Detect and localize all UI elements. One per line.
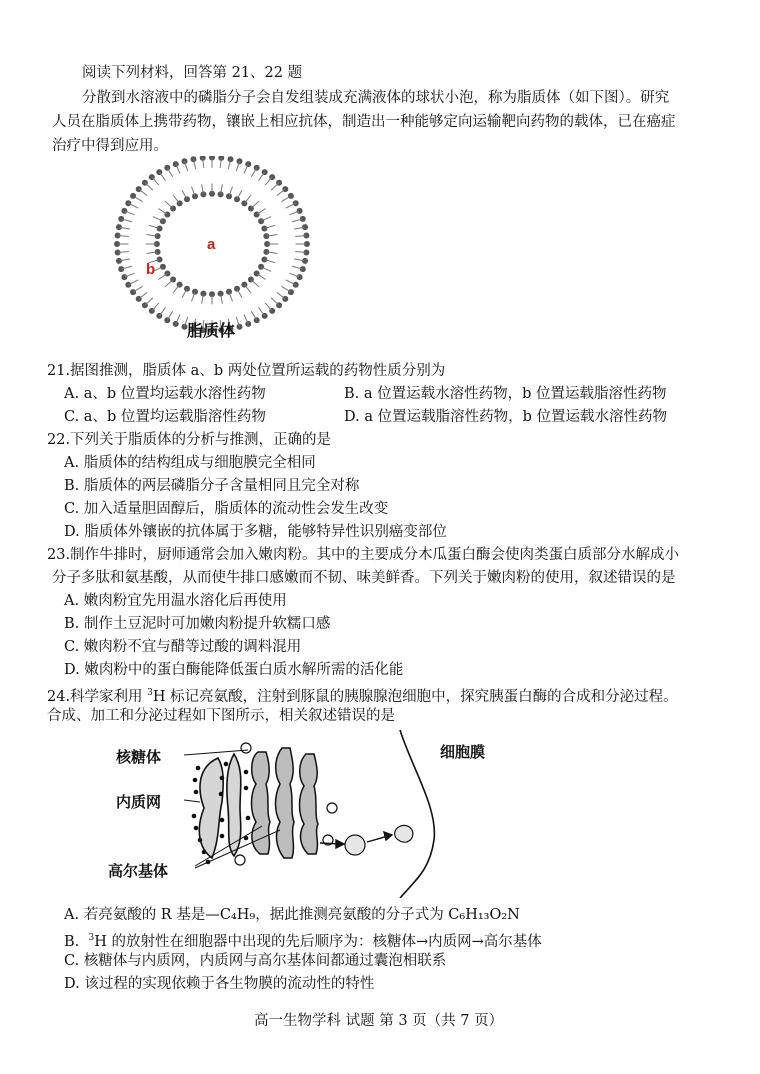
liposome-figure <box>112 156 312 336</box>
label-ribosome: 核糖体 <box>116 748 162 766</box>
q23-option-c: C. 嫩肉粉不宜与醋等过酸的调料混用 <box>64 639 302 655</box>
q22-option-c: C. 加入适量胆固醇后，脂质体的流动性会发生改变 <box>64 501 389 517</box>
intro-paragraph-line3: 治疗中得到应用。 <box>52 138 168 154</box>
q22-option-b: B. 脂质体的两层磷脂分子含量相同且完全对称 <box>64 478 360 494</box>
q24-option-b <box>64 928 542 952</box>
q23-option-b: B. 制作土豆泥时可加嫩肉粉提升软糯口感 <box>64 616 331 632</box>
q24-stem-line1 <box>47 683 678 707</box>
q21-option-b: B. a 位置运载水溶性药物，b 位置运载脂溶性药物 <box>344 386 667 402</box>
q22-option-d: D. 脂质体外镶嵌的抗体属于多糖，能够特异性识别癌变部位 <box>64 524 447 540</box>
intro-paragraph-line1: 分散到水溶液中的磷脂分子会自发组装成充满液体的球状小泡，称为脂质体（如下图）。研究 <box>82 90 670 106</box>
q21-option-c: C. a、b 位置均运载脂溶性药物 <box>64 409 266 425</box>
q22-stem: 22.下列关于脂质体的分析与推测，正确的是 <box>47 432 332 448</box>
label-golgi: 高尔基体 <box>108 862 169 880</box>
label-b: b <box>146 261 156 278</box>
label-a: a <box>207 236 216 253</box>
q24-option-b-prefix: B. <box>64 933 89 950</box>
q24-option-b-text: H 的放射性在细胞器中出现的先后顺序为：核糖体→内质网→高尔基体 <box>94 933 542 950</box>
q24-stem-line2: 合成、加工和分泌过程如下图所示，相关叙述错误的是 <box>47 708 395 724</box>
reading-instruction: 阅读下列材料，回答第 21、22 题 <box>82 65 303 81</box>
q21-option-d: D. a 位置运载脂溶性药物，b 位置运载水溶性药物 <box>344 409 667 425</box>
liposome-caption: 脂质体 <box>187 321 236 340</box>
cell-membrane-line <box>400 730 434 898</box>
q24-stem-part2: H 标记亮氨酸，注射到豚鼠的胰腺腺泡细胞中，探究胰蛋白酶的合成和分泌过程。 <box>152 688 678 705</box>
q24-stem-superscript: 3 <box>147 688 153 698</box>
q24-stem-part1: 24.科学家利用 <box>47 688 148 705</box>
q21-stem: 21.据图推测，脂质体 a、b 两处位置所运载的药物性质分别为 <box>47 363 446 379</box>
q23-stem-line1: 23.制作牛排时，厨师通常会加入嫩肉粉。其中的主要成分木瓜蛋白酶会使肉类蛋白质部分水解成小 <box>47 547 680 563</box>
q23-option-d: D. 嫩肉粉中的蛋白酶能降低蛋白质水解所需的活化能 <box>64 662 404 678</box>
q24-option-b-superscript: 3 <box>88 933 95 943</box>
q23-stem-line2: 分子多肽和氨基酸，从而使牛排口感嫩而不韧、味美鲜香。下列关于嫩肉粉的使用，叙述错误的是 <box>52 570 676 586</box>
label-cell-membrane: 细胞膜 <box>440 743 486 761</box>
golgi-stacks <box>252 748 319 858</box>
page-footer: 高一生物学科 试题 第 3 页（共 7 页） <box>254 1013 504 1029</box>
q24-option-a: A. 若亮氨酸的 R 基是—C₄H₉，据此推测亮氨酸的分子式为 C₆H₁₃O₂N <box>64 907 520 923</box>
q21-option-a: A. a、b 位置均运载水溶性药物 <box>64 386 266 402</box>
label-er: 内质网 <box>116 793 162 811</box>
intro-paragraph-line2: 人员在脂质体上携带药物，镶嵌上相应抗体，制造出一种能够定向运输靶向药物的载体，已在癌症 <box>52 114 676 130</box>
q24-option-d: D. 该过程的实现依赖于各生物膜的流动性的特性 <box>64 976 375 992</box>
q23-option-a: A. 嫩肉粉宜先用温水溶化后再使用 <box>64 593 287 609</box>
q22-option-a: A. 脂质体的结构组成与细胞膜完全相同 <box>64 455 316 471</box>
q24-option-c: C. 核糖体与内质网，内质网与高尔基体间都通过囊泡相联系 <box>64 953 447 969</box>
